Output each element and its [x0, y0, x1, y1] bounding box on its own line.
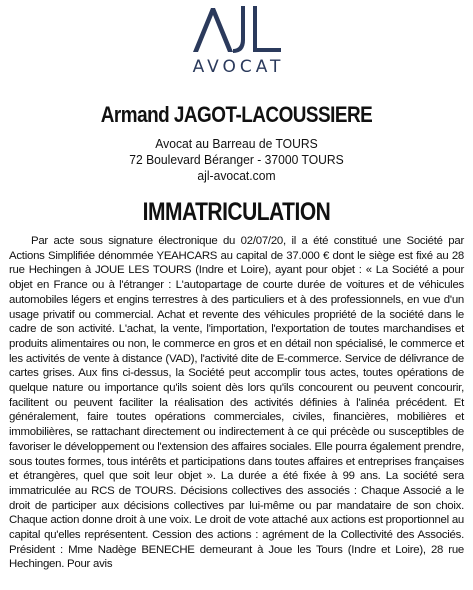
notice-title: IMMATRICULATION — [142, 198, 331, 226]
bar-membership: Avocat au Barreau de TOURS — [155, 137, 318, 151]
ajl-monogram-logo — [189, 4, 285, 54]
website: ajl-avocat.com — [197, 169, 276, 183]
lawyer-name: Armand JAGOT-LACOUSSIERE — [100, 102, 373, 127]
logo-wordmark: AVOCAT — [192, 57, 285, 77]
notice-body: Par acte sous signature électronique du 02/07/20, il a été constitué une Société par Actions Simplifiée dénommée YEAHCARS au capital de 37.000 € dont le siège est fixé au 28 rue Hechingen à JOUE LES TOURS (Indre et Loire), ayant pour objet : « La Société a pour objet en France ou à l'étranger : L'autopartage de courte durée de voitures et de véhicules automobiles légers et engins terrestres à des particuliers et à des professionnels, en vue d'un usage privatif ou commercial. Achat et revente des véhicules propriété de la société dans le cadre de son activité. L'achat, la vente, l'importation, l'exportation de toutes marchandises et produits alimentaires ou non, le commerce en gros et en détail non spécialisé, le commerce et les activités de vente à distance (VAD), l'activité dite de E-commerce. Service de délivrance de cartes grises. Aux fins ci-dessus, la Société peut accomplir tous actes, toutes opérations de quelque nature ou importance qu'ils soient dès lors qu'ils concourent ou peuvent concourir, facilitent ou peuvent faciliter la réalisation des activités définies à l'alinéa précédent. Et généralement, faire toutes opérations commerciales, civiles, financières, mobilières et immobilières, se rattachant directement ou indirectement à ce qui précède ou susceptibles de favoriser le développement ou l'extension des affaires sociales. Elle pourra également prendre, sous toutes formes, tous intérêts et participations dans toutes affaires et entreprises françaises et étrangères, quel que soit leur objet ». La durée a été fixée à 99 ans. La société sera immatriculée au RCS de TOURS. Décisions collectives des associés : Chaque Associé a le droit de participer aux décisions collectives par lui-même ou par mandataire de son choix. Chaque action donne droit à une voix. Le droit de vote attaché aux actions est proportionnel au capital qu'elles représentent. Cession des actions : agrément de la Collectivité des Associés. Président : Mme Nadège BENECHE demeurant à Joue les Tours (Indre et Loire), 28 rue Hechingen. Pour avis — [9, 235, 465, 571]
contact-block — [0, 136, 473, 184]
firm-logo — [0, 4, 473, 82]
postal-address: 72 Boulevard Béranger - 37000 TOURS — [129, 153, 344, 167]
